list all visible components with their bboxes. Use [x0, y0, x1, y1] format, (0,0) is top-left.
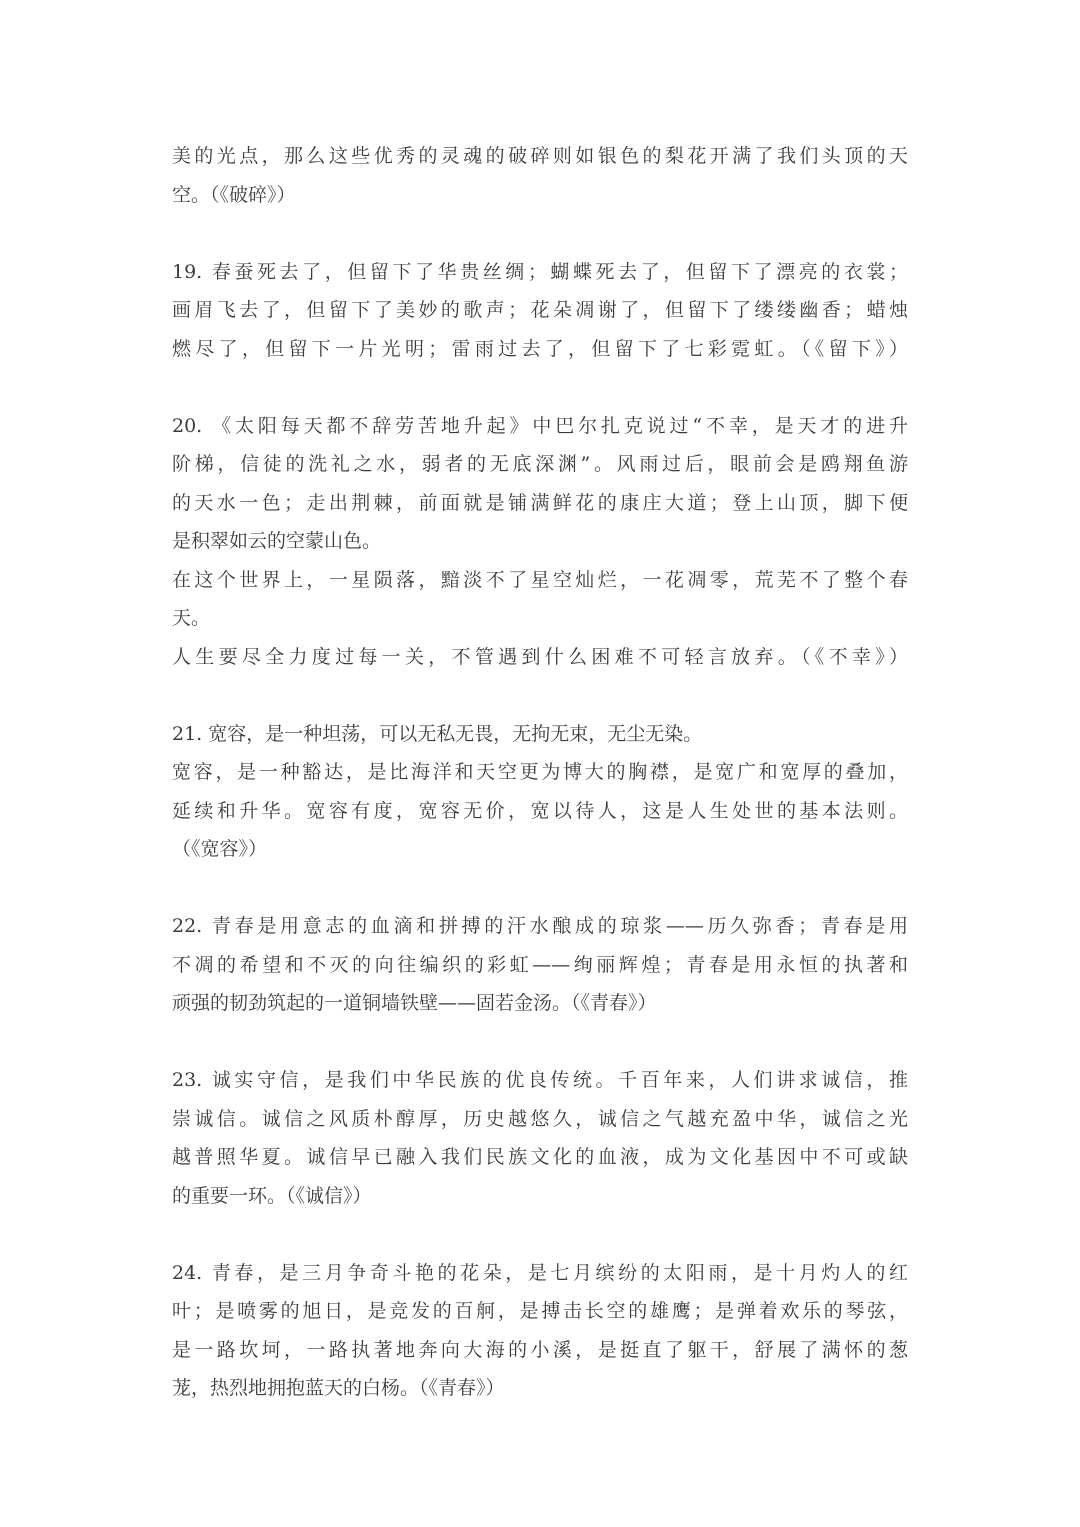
paragraph-22	[172, 907, 908, 1023]
paragraph-19	[172, 253, 908, 369]
paragraph-24	[172, 1254, 908, 1408]
paragraph-gap	[172, 676, 908, 715]
text-line: 21. 宽容，是一种坦荡，可以无私无畏，无拘无束，无尘无染。	[172, 722, 703, 745]
paragraph-gap	[172, 869, 908, 908]
text-line: 美的光点，那么这些优秀的灵魂的破碎则如银色的梨花开满了我们头顶的天	[172, 145, 908, 167]
text-line: 越普照华夏。诚信早已融入我们民族文化的血液，成为文化基因中不可或缺	[172, 1146, 908, 1168]
text-line: 空。（《破碎》）	[172, 183, 296, 206]
text-line: 是一路坎坷，一路执著地奔向大海的小溪，是挺直了躯干，舒展了满怀的葱	[172, 1338, 908, 1361]
text-line: 24. 青春，是三月争奇斗艳的花朵，是七月缤纷的太阳雨，是十月灼人的红	[172, 1261, 908, 1284]
text-line: 顽强的韧劲筑起的一道铜墙铁壁——固若金汤。（《青春》）	[172, 992, 657, 1014]
paragraph-21	[172, 715, 908, 869]
text-line: 燃尽了，但留下一片光明；雷雨过去了，但留下了七彩霓虹。（《留下》）	[172, 337, 908, 360]
text-line: 人生要尽全力度过每一关，不管遇到什么困难不可轻言放弃。（《不幸》）	[172, 645, 908, 668]
paragraph-gap	[172, 1215, 908, 1254]
text-line: 天。	[172, 607, 211, 629]
paragraph-20	[172, 407, 908, 677]
paragraph-gap	[172, 214, 908, 253]
document-body	[172, 137, 908, 1408]
text-line: 茏，热烈地拥抱蓝天的白杨。（《青春》）	[172, 1377, 505, 1399]
text-line: 崇诚信。诚信之风质朴醇厚，历史越悠久，诚信之气越充盈中华，诚信之光	[172, 1107, 908, 1130]
text-line: （《宽容》）	[172, 838, 268, 860]
text-line: 是积翠如云的空蒙山色。	[172, 530, 382, 552]
text-line: 不凋的希望和不灭的向往编织的彩虹——绚丽辉煌；青春是用永恒的执著和	[172, 953, 908, 976]
text-line: 叶；是喷雾的旭日，是竞发的百舸，是搏击长空的雄鹰；是弹着欢乐的琴弦，	[172, 1300, 908, 1322]
paragraph-continuation	[172, 137, 908, 214]
text-line: 画眉飞去了，但留下了美妙的歌声；花朵凋谢了，但留下了缕缕幽香；蜡烛	[172, 299, 908, 321]
text-line: 的天水一色；走出荆棘，前面就是铺满鲜花的康庄大道；登上山顶，脚下便	[172, 491, 908, 514]
text-line: 20. 《太阳每天都不辞劳苦地升起》中巴尔扎克说过“不幸，是天才的进升	[172, 414, 908, 437]
text-line: 23. 诚实守信，是我们中华民族的优良传统。千百年来，人们讲求诚信，推	[172, 1069, 908, 1091]
text-line: 延续和升华。宽容有度，宽容无价，宽以待人，这是人生处世的基本法则。	[172, 799, 908, 822]
paragraph-23	[172, 1061, 908, 1215]
text-line: 阶梯，信徒的洗礼之水，弱者的无底深渊”。风雨过后，眼前会是鸥翔鱼游	[172, 453, 908, 475]
paragraph-gap	[172, 1023, 908, 1062]
text-line: 宽容，是一种豁达，是比海洋和天空更为博大的胸襟，是宽广和宽厚的叠加，	[172, 761, 908, 783]
text-line: 在这个世界上，一星陨落，黯淡不了星空灿烂，一花凋零，荒芜不了整个春	[172, 568, 908, 591]
text-line: 19. 春蚕死去了，但留下了华贵丝绸；蝴蝶死去了，但留下了漂亮的衣裳；	[172, 260, 908, 283]
text-line: 22. 青春是用意志的血滴和拼搏的汗水酿成的琼浆——历久弥香；青春是用	[172, 915, 908, 937]
text-line: 的重要一环。（《诚信》）	[172, 1184, 372, 1207]
paragraph-gap	[172, 368, 908, 407]
